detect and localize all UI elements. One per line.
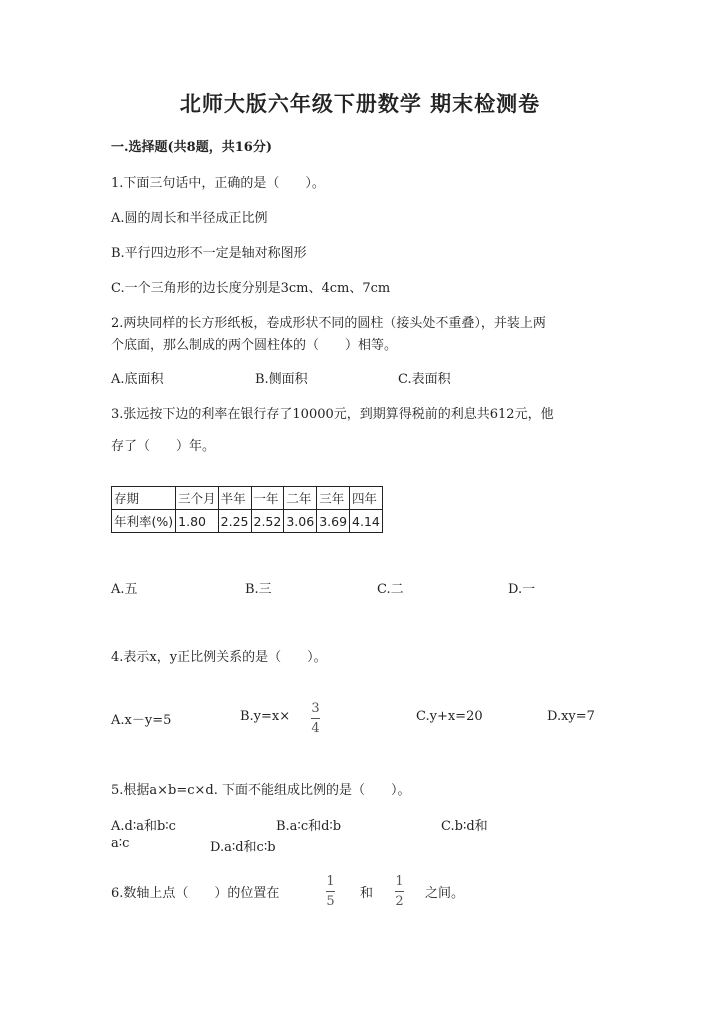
- question-6-end: 之间。: [425, 886, 465, 901]
- q1-option-b[interactable]: B.平行四边形不一定是轴对称图形: [111, 246, 307, 261]
- q2-option-a[interactable]: A.底面积: [111, 372, 164, 387]
- table-cell: 一年: [251, 487, 284, 510]
- q4-option-b[interactable]: B.y=x×: [240, 709, 291, 724]
- table-cell: 4.14: [350, 510, 383, 533]
- table-row: [112, 510, 383, 533]
- q4-option-d[interactable]: D.xy=7: [547, 709, 595, 724]
- table-cell: 2.25: [218, 510, 251, 533]
- question-3-line-1: 3.张远按下边的利率在银行存了10000元，到期算得税前的利息共612元，他: [111, 407, 554, 422]
- q5-option-b[interactable]: B.a∶c和d∶b: [276, 819, 342, 834]
- table-cell: 存期: [112, 487, 176, 510]
- table-cell: 三个月: [176, 487, 219, 510]
- q3-option-b[interactable]: B.三: [245, 582, 272, 597]
- table-cell: 四年: [350, 487, 383, 510]
- table-header-row: [112, 487, 383, 510]
- question-2-line-1: 2.两块同样的长方形纸板，卷成形状不同的圆柱（接头处不重叠），并装上两: [111, 316, 546, 331]
- fraction-bar: [326, 891, 335, 892]
- table-cell: 3.06: [284, 510, 317, 533]
- question-5: 5.根据a×b=c×d. 下面不能组成比例的是（ ）。: [111, 783, 411, 798]
- q3-option-a[interactable]: A.五: [111, 582, 138, 597]
- table-cell: 年利率(%): [112, 510, 176, 533]
- q5-option-d[interactable]: D.a∶d和c∶b: [210, 840, 276, 855]
- fraction-denominator: 4: [311, 721, 320, 736]
- fraction-numerator: 1: [326, 874, 335, 889]
- q4-option-c[interactable]: C.y+x=20: [416, 709, 483, 724]
- section-heading: 一.选择题(共8题，共16分): [111, 140, 272, 155]
- table-cell: 3.69: [317, 510, 350, 533]
- q3-option-d[interactable]: D.一: [508, 582, 536, 597]
- q4-fraction-three-quarters: [311, 701, 320, 736]
- interest-rate-table: [111, 486, 383, 533]
- question-6: 6.数轴上点（ ）的位置在: [111, 886, 280, 901]
- table-cell: 半年: [218, 487, 251, 510]
- q2-option-c[interactable]: C.表面积: [398, 372, 451, 387]
- fraction-bar: [311, 718, 320, 719]
- q5-option-c-continued: a∶c: [111, 836, 130, 851]
- q6-fraction-one-fifth: [326, 874, 335, 909]
- q5-option-c[interactable]: C.b∶d和: [441, 819, 488, 834]
- table-cell: 2.52: [251, 510, 284, 533]
- q6-fraction-one-half: [395, 874, 404, 909]
- fraction-numerator: 3: [311, 701, 320, 716]
- question-1: 1.下面三句话中，正确的是（ ）。: [111, 176, 325, 191]
- fraction-numerator: 1: [395, 874, 404, 889]
- question-3-line-2: 存了（ ）年。: [111, 439, 216, 454]
- table-cell: 三年: [317, 487, 350, 510]
- table-cell: 二年: [284, 487, 317, 510]
- table-cell: 1.80: [176, 510, 219, 533]
- q5-option-a[interactable]: A.d∶a和b∶c: [111, 819, 176, 834]
- q1-option-a[interactable]: A.圆的周长和半径成正比例: [111, 211, 268, 226]
- fraction-bar: [395, 891, 404, 892]
- q3-option-c[interactable]: C.二: [377, 582, 404, 597]
- question-4: 4.表示x，y正比例关系的是（ ）。: [111, 650, 327, 665]
- page-title: 北师大版六年级下册数学 期末检测卷: [179, 91, 541, 116]
- q2-option-b[interactable]: B.侧面积: [255, 372, 308, 387]
- q1-option-c[interactable]: C.一个三角形的边长度分别是3cm、4cm、7cm: [111, 281, 391, 296]
- fraction-denominator: 5: [326, 894, 335, 909]
- question-6-and: 和: [360, 886, 374, 901]
- question-2-line-2: 个底面，那么制成的两个圆柱体的（ ）相等。: [111, 338, 398, 353]
- fraction-denominator: 2: [395, 894, 404, 909]
- q4-option-a[interactable]: A.x－y=5: [111, 713, 172, 728]
